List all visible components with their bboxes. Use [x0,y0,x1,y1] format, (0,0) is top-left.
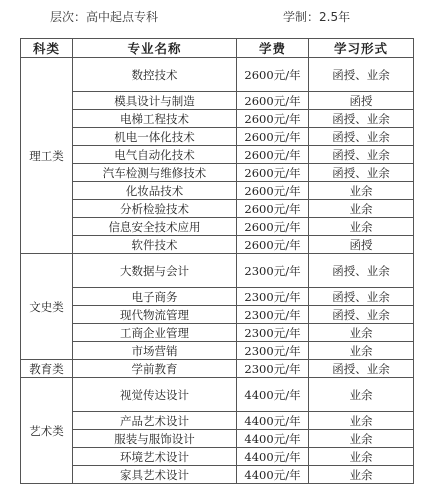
study-mode-cell: 业余 [309,200,414,218]
study-mode-cell: 函授、业余 [309,288,414,306]
study-mode-cell: 函授 [309,92,414,110]
program-table [20,38,414,484]
study-mode-cell: 业余 [309,342,414,360]
fee-cell: 2600元/年 [237,128,309,146]
study-mode-cell: 函授、业余 [309,164,414,182]
major-cell: 模具设计与制造 [73,92,237,110]
study-mode-cell: 函授、业余 [309,146,414,164]
study-duration-label: 学制：2.5年 [283,10,351,24]
table-row [21,378,414,412]
category-cell: 艺术类 [21,378,73,484]
table-row [21,412,414,430]
study-mode-cell: 函授、业余 [309,58,414,92]
major-cell: 大数据与会计 [73,254,237,288]
category-cell: 理工类 [21,58,73,254]
table-row [21,146,414,164]
major-cell: 学前教育 [73,360,237,378]
study-mode-cell: 业余 [309,182,414,200]
table-row [21,128,414,146]
fee-cell: 4400元/年 [237,378,309,412]
fee-cell: 2300元/年 [237,288,309,306]
fee-cell: 2300元/年 [237,324,309,342]
table-row [21,58,414,92]
table-row [21,288,414,306]
table-row [21,324,414,342]
table-row [21,92,414,110]
table-row [21,342,414,360]
fee-cell: 2600元/年 [237,58,309,92]
study-mode-cell: 业余 [309,430,414,448]
study-mode-cell: 业余 [309,324,414,342]
fee-cell: 2300元/年 [237,306,309,324]
study-mode-cell: 函授、业余 [309,128,414,146]
fee-cell: 2600元/年 [237,218,309,236]
major-cell: 电气自动化技术 [73,146,237,164]
fee-cell: 2600元/年 [237,182,309,200]
major-cell: 产品艺术设计 [73,412,237,430]
fee-cell: 2600元/年 [237,164,309,182]
study-mode-cell: 业余 [309,448,414,466]
major-cell: 服装与服饰设计 [73,430,237,448]
major-cell: 市场营销 [73,342,237,360]
fee-cell: 2600元/年 [237,200,309,218]
table-row [21,110,414,128]
table-row [21,182,414,200]
study-mode-cell: 业余 [309,412,414,430]
fee-cell: 4400元/年 [237,412,309,430]
category-cell: 文史类 [21,254,73,360]
study-mode-cell: 业余 [309,378,414,412]
study-mode-cell: 函授、业余 [309,254,414,288]
major-cell: 软件技术 [73,236,237,254]
column-header-mode: 学习形式 [309,39,414,58]
table-row [21,430,414,448]
study-mode-cell: 函授、业余 [309,110,414,128]
study-mode-cell: 函授、业余 [309,306,414,324]
fee-cell: 4400元/年 [237,466,309,484]
major-cell: 信息安全技术应用 [73,218,237,236]
table-row [21,200,414,218]
major-cell: 分析检验技术 [73,200,237,218]
major-cell: 工商企业管理 [73,324,237,342]
column-header-major: 专业名称 [73,39,237,58]
major-cell: 化妆品技术 [73,182,237,200]
major-cell: 视觉传达设计 [73,378,237,412]
study-level-label: 层次：高中起点专科 [50,10,159,24]
major-cell: 机电一体化技术 [73,128,237,146]
table-header-row [21,39,414,58]
fee-cell: 2600元/年 [237,110,309,128]
major-cell: 家具艺术设计 [73,466,237,484]
table-row [21,448,414,466]
major-cell: 电梯工程技术 [73,110,237,128]
category-cell: 教育类 [21,360,73,378]
major-cell: 汽车检测与维修技术 [73,164,237,182]
study-mode-cell: 业余 [309,218,414,236]
study-mode-cell: 业余 [309,466,414,484]
fee-cell: 2300元/年 [237,360,309,378]
study-mode-cell: 函授、业余 [309,360,414,378]
fee-cell: 2300元/年 [237,254,309,288]
table-row [21,236,414,254]
fee-cell: 4400元/年 [237,430,309,448]
fee-cell: 4400元/年 [237,448,309,466]
major-cell: 现代物流管理 [73,306,237,324]
fee-cell: 2300元/年 [237,342,309,360]
table-row [21,360,414,378]
table-row [21,164,414,182]
major-cell: 电子商务 [73,288,237,306]
study-mode-cell: 函授 [309,236,414,254]
table-row [21,306,414,324]
table-row [21,218,414,236]
column-header-fee: 学费 [237,39,309,58]
column-header-category: 科类 [21,39,73,58]
major-cell: 数控技术 [73,58,237,92]
table-row [21,254,414,288]
fee-cell: 2600元/年 [237,146,309,164]
fee-cell: 2600元/年 [237,92,309,110]
major-cell: 环境艺术设计 [73,448,237,466]
table-row [21,466,414,484]
fee-cell: 2600元/年 [237,236,309,254]
